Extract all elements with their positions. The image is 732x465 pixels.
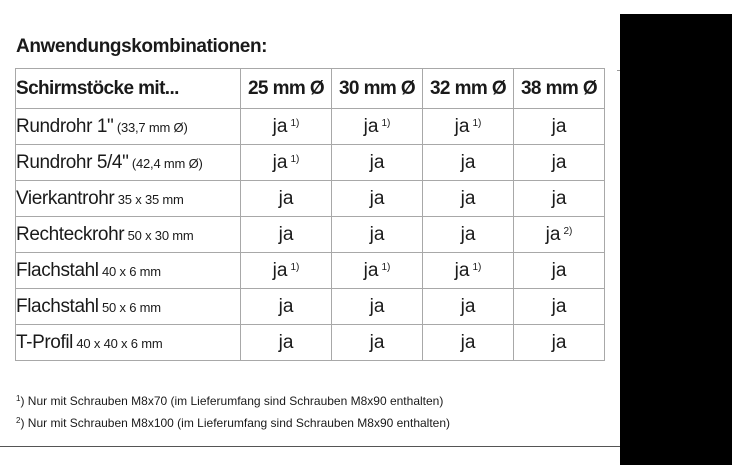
table-row	[16, 325, 605, 361]
footnote-2	[16, 411, 450, 433]
footnote-reference: 1)	[290, 153, 300, 165]
compatibility-value: ja	[278, 331, 294, 353]
value-cell-38mm	[514, 253, 605, 289]
profile-name: Rundrohr 1"	[16, 115, 114, 137]
compatibility-value: ja	[551, 151, 567, 173]
value-cell-38mm	[514, 325, 605, 361]
header-cell-25mm: 25 mm Ø	[241, 69, 332, 109]
value-cell-32mm	[423, 289, 514, 325]
compatibility-value: ja	[369, 187, 385, 209]
footnote-reference: 1)	[381, 117, 391, 129]
header-cell-32mm: 32 mm Ø	[423, 69, 514, 109]
value-cell-32mm	[423, 145, 514, 181]
footnote-mark: 1	[16, 394, 21, 403]
header-cell-label: Schirmstöcke mit...	[16, 69, 241, 109]
value-cell-38mm	[514, 181, 605, 217]
value-cell-38mm	[514, 145, 605, 181]
page-title: Anwendungskombinationen:	[16, 36, 268, 57]
compatibility-value: ja	[363, 259, 379, 281]
compatibility-value: ja	[551, 259, 567, 281]
row-label-cell	[16, 253, 241, 289]
value-cell-30mm	[332, 325, 423, 361]
compatibility-value: ja	[278, 223, 294, 245]
footnote-reference: 2)	[563, 225, 573, 237]
compatibility-value: ja	[278, 187, 294, 209]
footnote-reference: 1)	[472, 117, 482, 129]
value-cell-30mm	[332, 253, 423, 289]
value-cell-25mm	[241, 325, 332, 361]
footnote-text: ) Nur mit Schrauben M8x70 (im Lieferumfang sind Schrauben M8x90 enthalten)	[20, 394, 444, 408]
profile-dimension: (42,4 mm Ø)	[128, 155, 203, 171]
row-label-cell	[16, 289, 241, 325]
compatibility-value: ja	[460, 295, 476, 317]
compatibility-value: ja	[551, 187, 567, 209]
value-cell-30mm	[332, 217, 423, 253]
edge-mark	[617, 70, 620, 71]
compatibility-value: ja	[551, 115, 567, 137]
compatibility-value: ja	[551, 295, 567, 317]
table-row	[16, 181, 605, 217]
compatibility-value: ja	[460, 187, 476, 209]
compatibility-value: ja	[460, 223, 476, 245]
compatibility-value: ja	[551, 331, 567, 353]
profile-dimension: 35 x 35 mm	[114, 191, 184, 207]
value-cell-25mm	[241, 109, 332, 145]
header-cell-30mm: 30 mm Ø	[332, 69, 423, 109]
bottom-divider	[0, 446, 620, 447]
profile-dimension: (33,7 mm Ø)	[113, 119, 188, 135]
profile-dimension: 50 x 6 mm	[98, 299, 161, 315]
table-header-row	[16, 69, 605, 109]
compatibility-value: ja	[272, 115, 288, 137]
value-cell-25mm	[241, 289, 332, 325]
compatibility-value: ja	[369, 151, 385, 173]
footnote-mark: 2	[16, 416, 21, 425]
table-row	[16, 109, 605, 145]
compatibility-value: ja	[460, 331, 476, 353]
compatibility-value: ja	[363, 115, 379, 137]
compatibility-value: ja	[369, 295, 385, 317]
profile-name: T-Profil	[16, 331, 73, 353]
footnote-reference: 1)	[290, 117, 300, 129]
value-cell-38mm	[514, 217, 605, 253]
value-cell-32mm	[423, 325, 514, 361]
combination-table	[15, 68, 605, 361]
row-label-cell	[16, 217, 241, 253]
value-cell-30mm	[332, 109, 423, 145]
compatibility-value: ja	[454, 115, 470, 137]
row-label-cell	[16, 145, 241, 181]
profile-name: Vierkantrohr	[16, 187, 115, 209]
footnote-text: ) Nur mit Schrauben M8x100 (im Lieferumfang sind Schrauben M8x90 enthalten)	[20, 416, 451, 430]
compatibility-value: ja	[460, 151, 476, 173]
footnote-reference: 1)	[290, 261, 300, 273]
value-cell-30mm	[332, 289, 423, 325]
table-row	[16, 253, 605, 289]
profile-name: Rechteckrohr	[16, 223, 125, 245]
value-cell-25mm	[241, 181, 332, 217]
value-cell-30mm	[332, 145, 423, 181]
black-side-panel	[620, 14, 732, 465]
value-cell-25mm	[241, 145, 332, 181]
compatibility-value: ja	[369, 223, 385, 245]
footnote-reference: 1)	[381, 261, 391, 273]
table-row	[16, 145, 605, 181]
value-cell-30mm	[332, 181, 423, 217]
profile-dimension: 40 x 6 mm	[98, 263, 161, 279]
value-cell-25mm	[241, 253, 332, 289]
row-label-cell	[16, 325, 241, 361]
table-row	[16, 289, 605, 325]
value-cell-32mm	[423, 217, 514, 253]
row-label-cell	[16, 181, 241, 217]
value-cell-32mm	[423, 253, 514, 289]
table-row	[16, 217, 605, 253]
value-cell-32mm	[423, 109, 514, 145]
profile-name: Rundrohr 5/4"	[16, 151, 129, 173]
compatibility-value: ja	[272, 259, 288, 281]
value-cell-32mm	[423, 181, 514, 217]
value-cell-38mm	[514, 289, 605, 325]
compatibility-value: ja	[278, 295, 294, 317]
table-body	[16, 109, 605, 361]
compatibility-value: ja	[454, 259, 470, 281]
profile-name: Flachstahl	[16, 259, 99, 281]
compatibility-value: ja	[545, 223, 561, 245]
footnote-1	[16, 389, 450, 411]
row-label-cell	[16, 109, 241, 145]
profile-name: Flachstahl	[16, 295, 99, 317]
profile-dimension: 50 x 30 mm	[124, 227, 194, 243]
footnote-reference: 1)	[472, 261, 482, 273]
compatibility-value: ja	[272, 151, 288, 173]
footnotes	[16, 389, 450, 433]
profile-dimension: 40 x 40 x 6 mm	[72, 335, 163, 351]
header-cell-38mm: 38 mm Ø	[514, 69, 605, 109]
value-cell-25mm	[241, 217, 332, 253]
compatibility-value: ja	[369, 331, 385, 353]
value-cell-38mm	[514, 109, 605, 145]
